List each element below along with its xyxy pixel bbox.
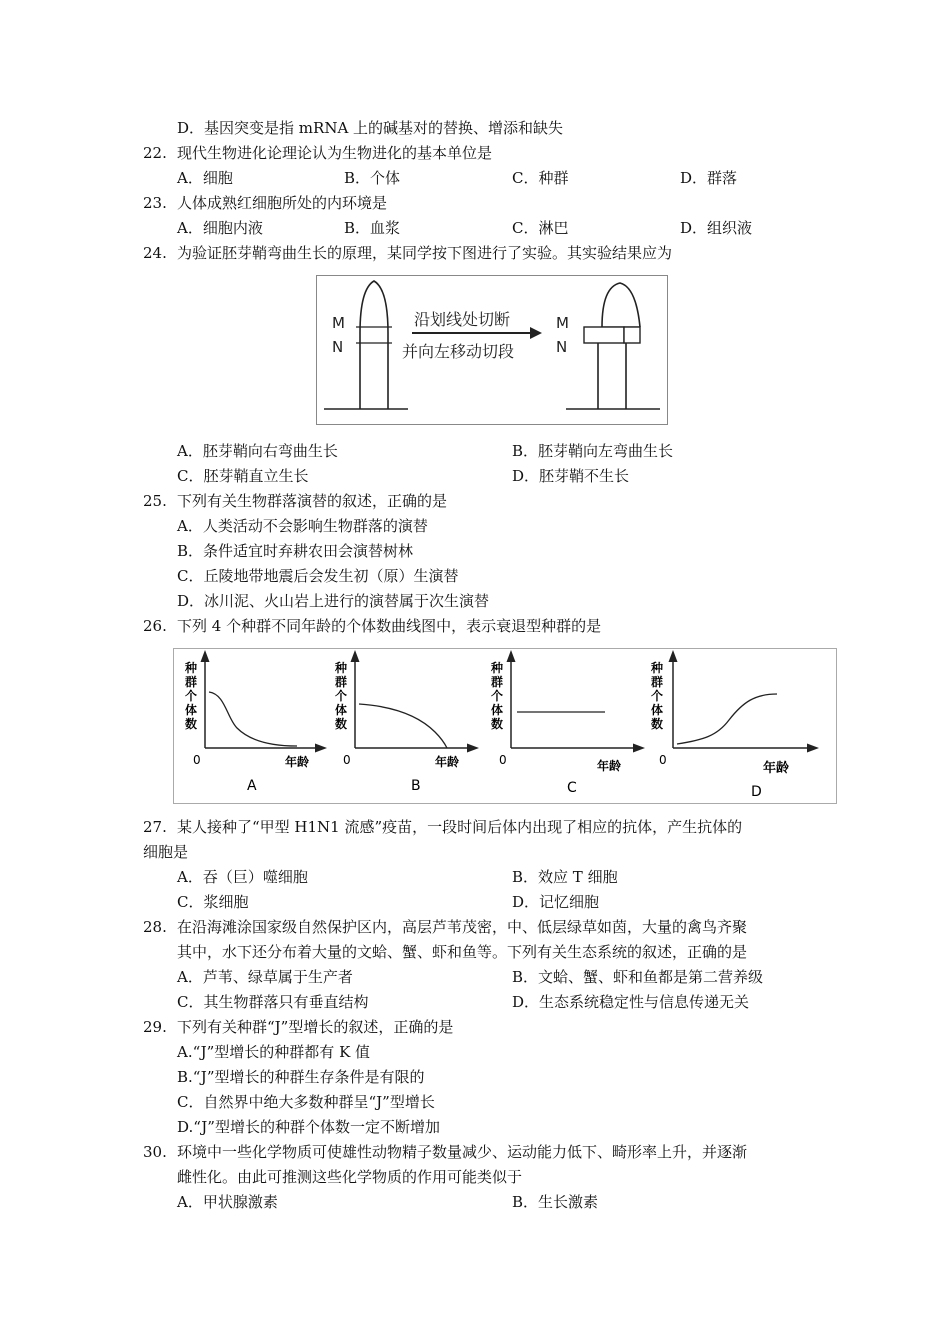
graph-b-xlabel: 年龄 <box>435 755 460 769</box>
graph-c-xlabel: 年龄 <box>597 759 622 773</box>
q22-option-b: B．个体 <box>344 169 401 187</box>
graph-d-curve <box>677 694 777 744</box>
q25-option-b: B．条件适宜时弃耕农田会演替树林 <box>177 542 414 560</box>
q28-option-c: C．其生物群落只有垂直结构 <box>177 993 369 1011</box>
coleoptile-experiment-figure <box>316 275 668 425</box>
segment-gap <box>624 327 640 343</box>
arrow-head <box>530 327 542 339</box>
graph-d-ylabel-2: 群 <box>651 675 664 689</box>
q30-option-a: A．甲状腺激素 <box>177 1193 278 1211</box>
q28-number: 28. <box>143 918 167 936</box>
q25-number: 25. <box>143 492 167 510</box>
label-n-left: N <box>332 338 344 356</box>
q28-stem-text-2: 其中，水下还分布着大量的文蛤、蟹、虾和鱼等。下列有关生态系统的叙述，正确的是 <box>177 943 748 961</box>
coleoptile-tip-right <box>602 283 640 327</box>
q26-number: 26. <box>143 617 167 635</box>
graphs-border <box>174 649 837 804</box>
q23-option-d: D．组织液 <box>680 219 753 237</box>
q23-option-a: A．细胞内液 <box>177 219 263 237</box>
q29-number: 29. <box>143 1018 167 1036</box>
q22-stem <box>143 143 492 163</box>
graph-d-xlabel: 年龄 <box>763 761 790 776</box>
graph-c-ylabel-4: 体 <box>491 703 504 717</box>
q21-option-d: D．基因突变是指 mRNA 上的碱基对的替换、增添和缺失 <box>177 119 564 137</box>
label-m-right: M <box>556 314 569 332</box>
q30-stem <box>143 1142 747 1162</box>
q23-stem-text: 人体成熟红细胞所处的内环境是 <box>177 194 388 212</box>
graph-b-ylabel-2: 群 <box>335 675 348 689</box>
label-m-left: M <box>332 314 345 332</box>
arrow-text-line2: 并向左移动切段 <box>402 342 515 361</box>
q22-option-c: C．种群 <box>512 169 569 187</box>
graph-a-ylabel-4: 体 <box>185 703 198 717</box>
graph-a-origin: 0 <box>193 753 201 767</box>
graph-b-ylabel-4: 体 <box>335 703 348 717</box>
q28-stem-text-1: 在沿海滩涂国家级自然保护区内，高层芦苇茂密，中、低层绿草如茵，大量的禽鸟齐聚 <box>177 918 748 936</box>
graph-d-origin: 0 <box>659 753 667 767</box>
graph-b-ylabel-5: 数 <box>335 717 348 731</box>
q30-option-b: B．生长激素 <box>512 1193 599 1211</box>
q28-stem <box>143 917 747 937</box>
q25-stem-text: 下列有关生物群落演替的叙述，正确的是 <box>177 492 448 510</box>
q27-option-a: A．吞（巨）噬细胞 <box>177 868 308 886</box>
q27-number: 27. <box>143 818 167 836</box>
q30-stem-text-2: 雌性化。由此可推测这些化学物质的作用可能类似于 <box>177 1168 523 1186</box>
q29-option-b: B.“J”型增长的种群生存条件是有限的 <box>177 1068 425 1086</box>
q25-option-c: C．丘陵地带地震后会发生初（原）生演替 <box>177 567 459 585</box>
label-n-right: N <box>556 338 568 356</box>
q27-option-d: D．记忆细胞 <box>512 893 600 911</box>
q24-stem-text: 为验证胚芽鞘弯曲生长的原理，某同学按下图进行了实验。其实验结果应为 <box>177 244 673 262</box>
graph-a-ylabel-1: 种 <box>185 661 198 675</box>
q25-stem <box>143 491 447 511</box>
q24-number: 24. <box>143 244 167 262</box>
q23-option-b: B．血浆 <box>344 219 401 237</box>
graph-a-ylabel-3: 个 <box>185 689 198 703</box>
q22-option-a: A．细胞 <box>177 169 233 187</box>
graph-b <box>334 656 473 794</box>
graph-b-letter: B <box>411 778 421 794</box>
q29-stem <box>143 1017 453 1037</box>
q22-stem-text: 现代生物进化论理论认为生物进化的基本单位是 <box>177 144 493 162</box>
q29-option-d: D.“J”型增长的种群个体数一定不断增加 <box>177 1118 440 1136</box>
graph-a-curve <box>209 692 297 746</box>
q25-option-a: A．人类活动不会影响生物群落的演替 <box>177 517 428 535</box>
graph-c-ylabel-2: 群 <box>491 675 504 689</box>
graph-b-ylabel-3: 个 <box>335 689 348 703</box>
q29-option-a: A.“J”型增长的种群都有 K 值 <box>177 1043 371 1061</box>
coleoptile-tip-left <box>360 281 388 333</box>
q24-stem <box>143 243 672 263</box>
q22-number: 22. <box>143 144 167 162</box>
graph-c-ylabel-3: 个 <box>491 689 504 703</box>
graph-d-ylabel-1: 种 <box>651 661 664 675</box>
graph-b-origin: 0 <box>343 753 351 767</box>
q27-option-c: C．浆细胞 <box>177 893 249 911</box>
q23-option-c: C．淋巴 <box>512 219 569 237</box>
graph-d <box>650 656 813 800</box>
q23-number: 23. <box>143 194 167 212</box>
graph-c <box>490 656 639 796</box>
graph-c-letter: C <box>567 780 577 796</box>
graph-b-ylabel-1: 种 <box>335 661 348 675</box>
q29-option-c: C．自然界中绝大多数种群呈“J”型增长 <box>177 1093 435 1111</box>
graph-a-ylabel-5: 数 <box>185 717 198 731</box>
q27-stem-text-1: 某人接种了“甲型 H1N1 流感”疫苗，一段时间后体内出现了相应的抗体，产生抗体的 <box>177 818 743 836</box>
q26-stem <box>143 616 601 636</box>
q29-stem-text: 下列有关种群“J”型增长的叙述，正确的是 <box>177 1018 454 1036</box>
q25-option-d: D．冰川泥、火山岩上进行的演替属于次生演替 <box>177 592 490 610</box>
graph-a <box>184 656 321 794</box>
graph-a-ylabel-2: 群 <box>185 675 198 689</box>
q28-option-a: A．芦苇、绿草属于生产者 <box>177 968 353 986</box>
q24-option-b: B．胚芽鞘向左弯曲生长 <box>512 442 674 460</box>
q24-option-a: A．胚芽鞘向右弯曲生长 <box>177 442 338 460</box>
q27-stem-text-2: 细胞是 <box>143 843 189 861</box>
graph-d-letter: D <box>751 784 762 800</box>
graph-b-curve <box>359 704 447 748</box>
age-structure-graphs <box>173 648 837 804</box>
graph-d-ylabel-5: 数 <box>651 717 664 731</box>
q27-stem <box>143 817 742 837</box>
graph-c-ylabel-1: 种 <box>491 661 504 675</box>
q24-option-c: C．胚芽鞘直立生长 <box>177 467 309 485</box>
graph-a-xlabel: 年龄 <box>285 755 310 769</box>
q28-option-b: B．文蛤、蟹、虾和鱼都是第二营养级 <box>512 968 764 986</box>
moved-segment <box>584 327 624 343</box>
graph-d-ylabel-3: 个 <box>651 689 664 703</box>
q30-stem-text-1: 环境中一些化学物质可使雄性动物精子数量减少、运动能力低下、畸形率上升，并逐渐 <box>177 1143 748 1161</box>
q28-option-d: D．生态系统稳定性与信息传递无关 <box>512 993 750 1011</box>
graph-c-origin: 0 <box>499 753 507 767</box>
arrow-text-line1: 沿划线处切断 <box>414 310 511 329</box>
q30-number: 30. <box>143 1143 167 1161</box>
q26-stem-text: 下列 4 个种群不同年龄的个体数曲线图中，表示衰退型种群的是 <box>177 617 602 635</box>
q24-option-d: D．胚芽鞘不生长 <box>512 467 630 485</box>
q23-stem <box>143 193 387 213</box>
graph-a-letter: A <box>247 778 257 794</box>
q22-option-d: D．群落 <box>680 169 738 187</box>
graph-c-ylabel-5: 数 <box>491 717 504 731</box>
graph-d-ylabel-4: 体 <box>651 703 664 717</box>
q27-option-b: B．效应 T 细胞 <box>512 868 618 886</box>
